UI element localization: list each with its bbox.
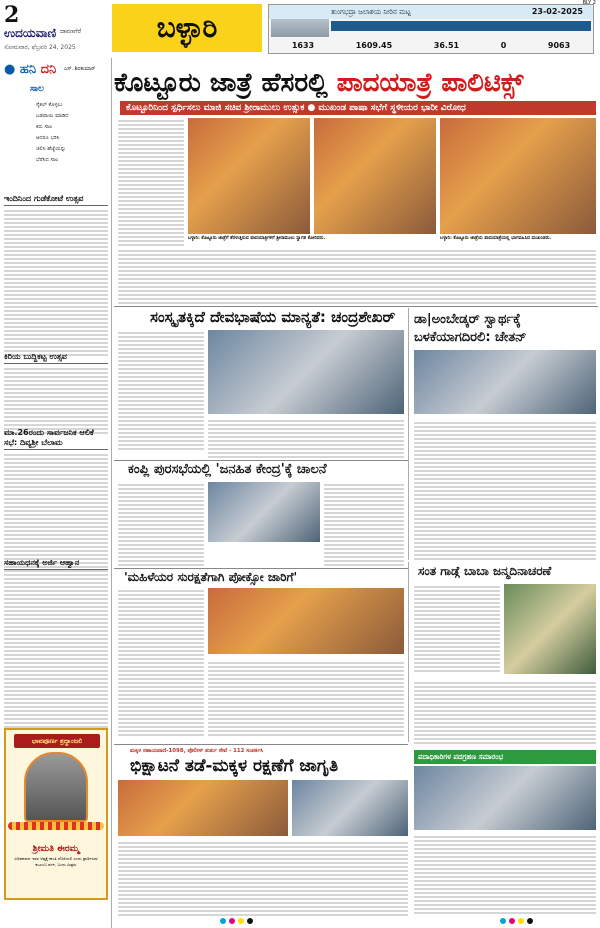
story-kampli-text-2 <box>324 482 404 566</box>
tribute-photo <box>24 752 88 822</box>
story-kampli-headline: ಕಂಪ್ಲಿ ಪುರಸಭೆಯಲ್ಲಿ 'ಜನಹಿತ ಕೇಂದ್ರ'ಕ್ಕೆ ಚಾಲನೆ <box>128 462 327 477</box>
story-sanskrit-headline: ಸಂಸ್ಕೃತಕ್ಕಿದೆ ದೇವಭಾಷೆಯ ಮಾನ್ಯತೆ: ಚಂದ್ರಶೇಖರ್ <box>150 308 396 326</box>
lead-photo-1 <box>188 118 310 234</box>
reservoir-value: 1609.45 <box>355 41 393 50</box>
reservoir-values <box>271 39 591 53</box>
print-colorbar <box>220 918 253 924</box>
lead-caption-1: ಬಳ್ಳಾರಿ: ಕೊಟ್ಟೂರು ಜಾತ್ರೆಗೆ ತೆರಳುತ್ತಿರುವ ಪಾದಯಾತ್ರಿಗಳಿಗೆ ಶ್ರೀರಾಮುಲು ಸ್ವಾಗತ ಕೋರಿದರು. <box>188 236 326 241</box>
brief-gudekote: ಇಂದಿನಿಂದ ಗುಡೆಕೋಟೆ ಉತ್ಸವ <box>4 194 108 358</box>
reservoir-value: 0 <box>500 41 507 50</box>
story-pocso-text-2 <box>208 660 404 738</box>
page-code: BLY 2 <box>582 0 596 6</box>
lead-text-col1 <box>118 118 184 258</box>
story-office-bearers-banner: ಪದಾಧಿಕಾರಿಗಳ ಪದಗ್ರಹಣ ಸಮಾರಂಭ <box>414 750 596 764</box>
brief-subsidy: ಸಹಾಯಧನಕ್ಕೆ ಅರ್ಜಿ ಆಹ್ವಾನ <box>4 558 108 730</box>
story-office-bearers-photo <box>414 766 596 830</box>
reservoir-value: 36.51 <box>433 41 460 50</box>
lead-subline: ಕೊಟ್ಟೂರಿನಿಂದ ಸ್ಪರ್ಧಿಸಲು ಮಾಜಿ ಸಚಿವ ಶ್ರೀರಾಮುಲು ಉತ್ಸುಕ ● ಮುಖಂಡ ಪಾಷಾ ಸಭೆಗೆ ಸ್ಥಳೀಯರ ಭಾರೀ ವಿರೋಧ <box>120 101 596 115</box>
lead-text-body <box>118 248 596 304</box>
lead-headline: ಕೊಟ್ಟೂರು ಜಾತ್ರೆ ಹೆಸರಲ್ಲಿ ಪಾದಯಾತ್ರೆ ಪಾಲಿಟಿಕ್ಸ್ <box>114 68 524 98</box>
lead-caption-2: ಬಳ್ಳಾರಿ: ಕೊಟ್ಟೂರು ಜಾತ್ರೆಯ ಪಾದಯಾತ್ರೆಯಲ್ಲಿ ಭಾಗವಹಿಸಿದ ಮುಖಂಡರು. <box>440 236 552 241</box>
reservoir-title: ತುಂಗಭದ್ರಾ ಜಲಾಶಯ ನೀರಿನ ಮಟ್ಟ <box>269 5 593 19</box>
story-begging-photo-2 <box>292 780 408 836</box>
brand-edition: ದಾವಣಗೆರೆ <box>60 28 82 35</box>
hani-author: ಎಸ್. ಶಿವಕುಮಾರ್ <box>64 66 96 72</box>
story-begging-strap: ಮಕ್ಕಳ ಸಹಾಯವಾಣಿ-1098, ಪೊಲೀಸ್ ತುರ್ತು ಸೇವೆ - 112 ಸಂಪರ್ಕಿಸಿ <box>130 748 264 754</box>
reservoir-value: 1633 <box>291 41 315 50</box>
masthead <box>0 0 600 58</box>
story-pocso-text <box>118 588 204 738</box>
left-column <box>0 58 112 928</box>
date-line: ಸೋಮವಾರ, ಫೆಬ್ರವರಿ 24, 2025 <box>4 44 76 51</box>
reservoir-value: 9063 <box>547 41 571 50</box>
story-sanskrit-photo <box>208 330 404 414</box>
brief-buddikatta: ಕಿರಿಯ ಬುದ್ದಿಕಟ್ಟ ಉತ್ಸವ <box>4 352 108 434</box>
tribute-ad: ಭಾವಪೂರ್ಣ ಶ್ರದ್ಧಾಂಜಲಿ ಶ್ರೀಮತಿ ಈರಮ್ಮ ವಿಧಿವಶರಾದ ಇವರ ಆತ್ಮಕ್ಕೆ ಶಾಂತಿ ದೊರೆಯಲಿ ಎಂದು ಪ್ರಾರ್ಥಿಸುವ ಕುಟುಂಬ ವರ್ಗ, ಬಂಧು ಮಿತ್ರರು <box>4 728 108 900</box>
story-gadge-photo <box>504 584 596 674</box>
story-gadge-text <box>414 584 500 674</box>
story-sanskrit-text-2 <box>208 418 404 458</box>
story-pocso-headline: 'ಮಹಿಳೆಯರ ಸುರಕ್ಷತೆಗಾಗಿ ಪೋಕ್ಸೋ ಜಾರಿಗೆ' <box>124 570 298 584</box>
hani-dani-logo: ● ಹನಿ ದನಿ <box>4 62 57 77</box>
reservoir-headers <box>331 21 591 31</box>
story-gadge-text-2 <box>414 680 596 744</box>
lead-photo-3 <box>440 118 596 234</box>
story-ambedkar-text <box>414 420 596 560</box>
story-sanskrit-text <box>118 330 204 450</box>
story-begging-headline: ಭಿಕ್ಷಾಟನೆ ತಡೆ-ಮಕ್ಕಳ ರಕ್ಷಣೆಗೆ ಜಾಗೃತಿ <box>130 756 339 776</box>
reservoir-date: 23-02-2025 <box>531 7 583 16</box>
reservoir-box <box>268 4 594 54</box>
story-gadge-headline: ಸಂತ ಗಾಡ್ಗೆ ಬಾಬಾ ಜನ್ಮದಿನಾಚರಣೆ <box>418 564 552 578</box>
story-pocso-photo <box>208 588 404 654</box>
brand-name: ಉದಯವಾಣಿ <box>4 26 57 40</box>
poem-title: ಸಾಲ <box>30 84 44 94</box>
page-number: 2 <box>4 2 20 28</box>
story-ambedkar-photo <box>414 350 596 414</box>
poem-text: ಸೈಕಲ್ ಕೊಳ್ಳಲು ಬಡಪಾಯಿ ಮಾಡಿದ ಕಿರು ಸಾಲ ಆದರೂ ಭರಿಸಿ ಚಲಿಸಿ ಹೆಜ್ಜೆಯನ್ನು ಬೆರೆಸಿದ ಸಾಲ <box>36 102 69 163</box>
story-begging-text <box>118 840 408 916</box>
city-title: ಬಳ್ಳಾರಿ <box>112 4 262 52</box>
story-ambedkar-headline-2: ಬಳಕೆಯಾಗದಿರಲಿ: ಚೇತನ್ <box>414 330 527 345</box>
story-office-bearers-text <box>414 834 596 914</box>
story-begging-photo-1 <box>118 780 288 836</box>
story-ambedkar-headline-1: ಡಾ|ಅಂಬೇಡ್ಕರ್ ಸ್ವಾರ್ಥಕ್ಕೆ <box>414 312 521 327</box>
flower-garland <box>8 822 104 830</box>
lead-photo-2 <box>314 118 436 234</box>
print-colorbar-right <box>500 918 533 924</box>
story-kampli-text <box>118 482 204 566</box>
brief-public-hearing: ಮಾ.26ರಂದು ಸಾರ್ವಜನಿಕ ಆಲಿಕೆ ಸಭೆ: ದಿವ್ಯಶ್ರೀ ಬೆಲಾಮ <box>4 428 108 572</box>
story-kampli-photo <box>208 482 320 542</box>
